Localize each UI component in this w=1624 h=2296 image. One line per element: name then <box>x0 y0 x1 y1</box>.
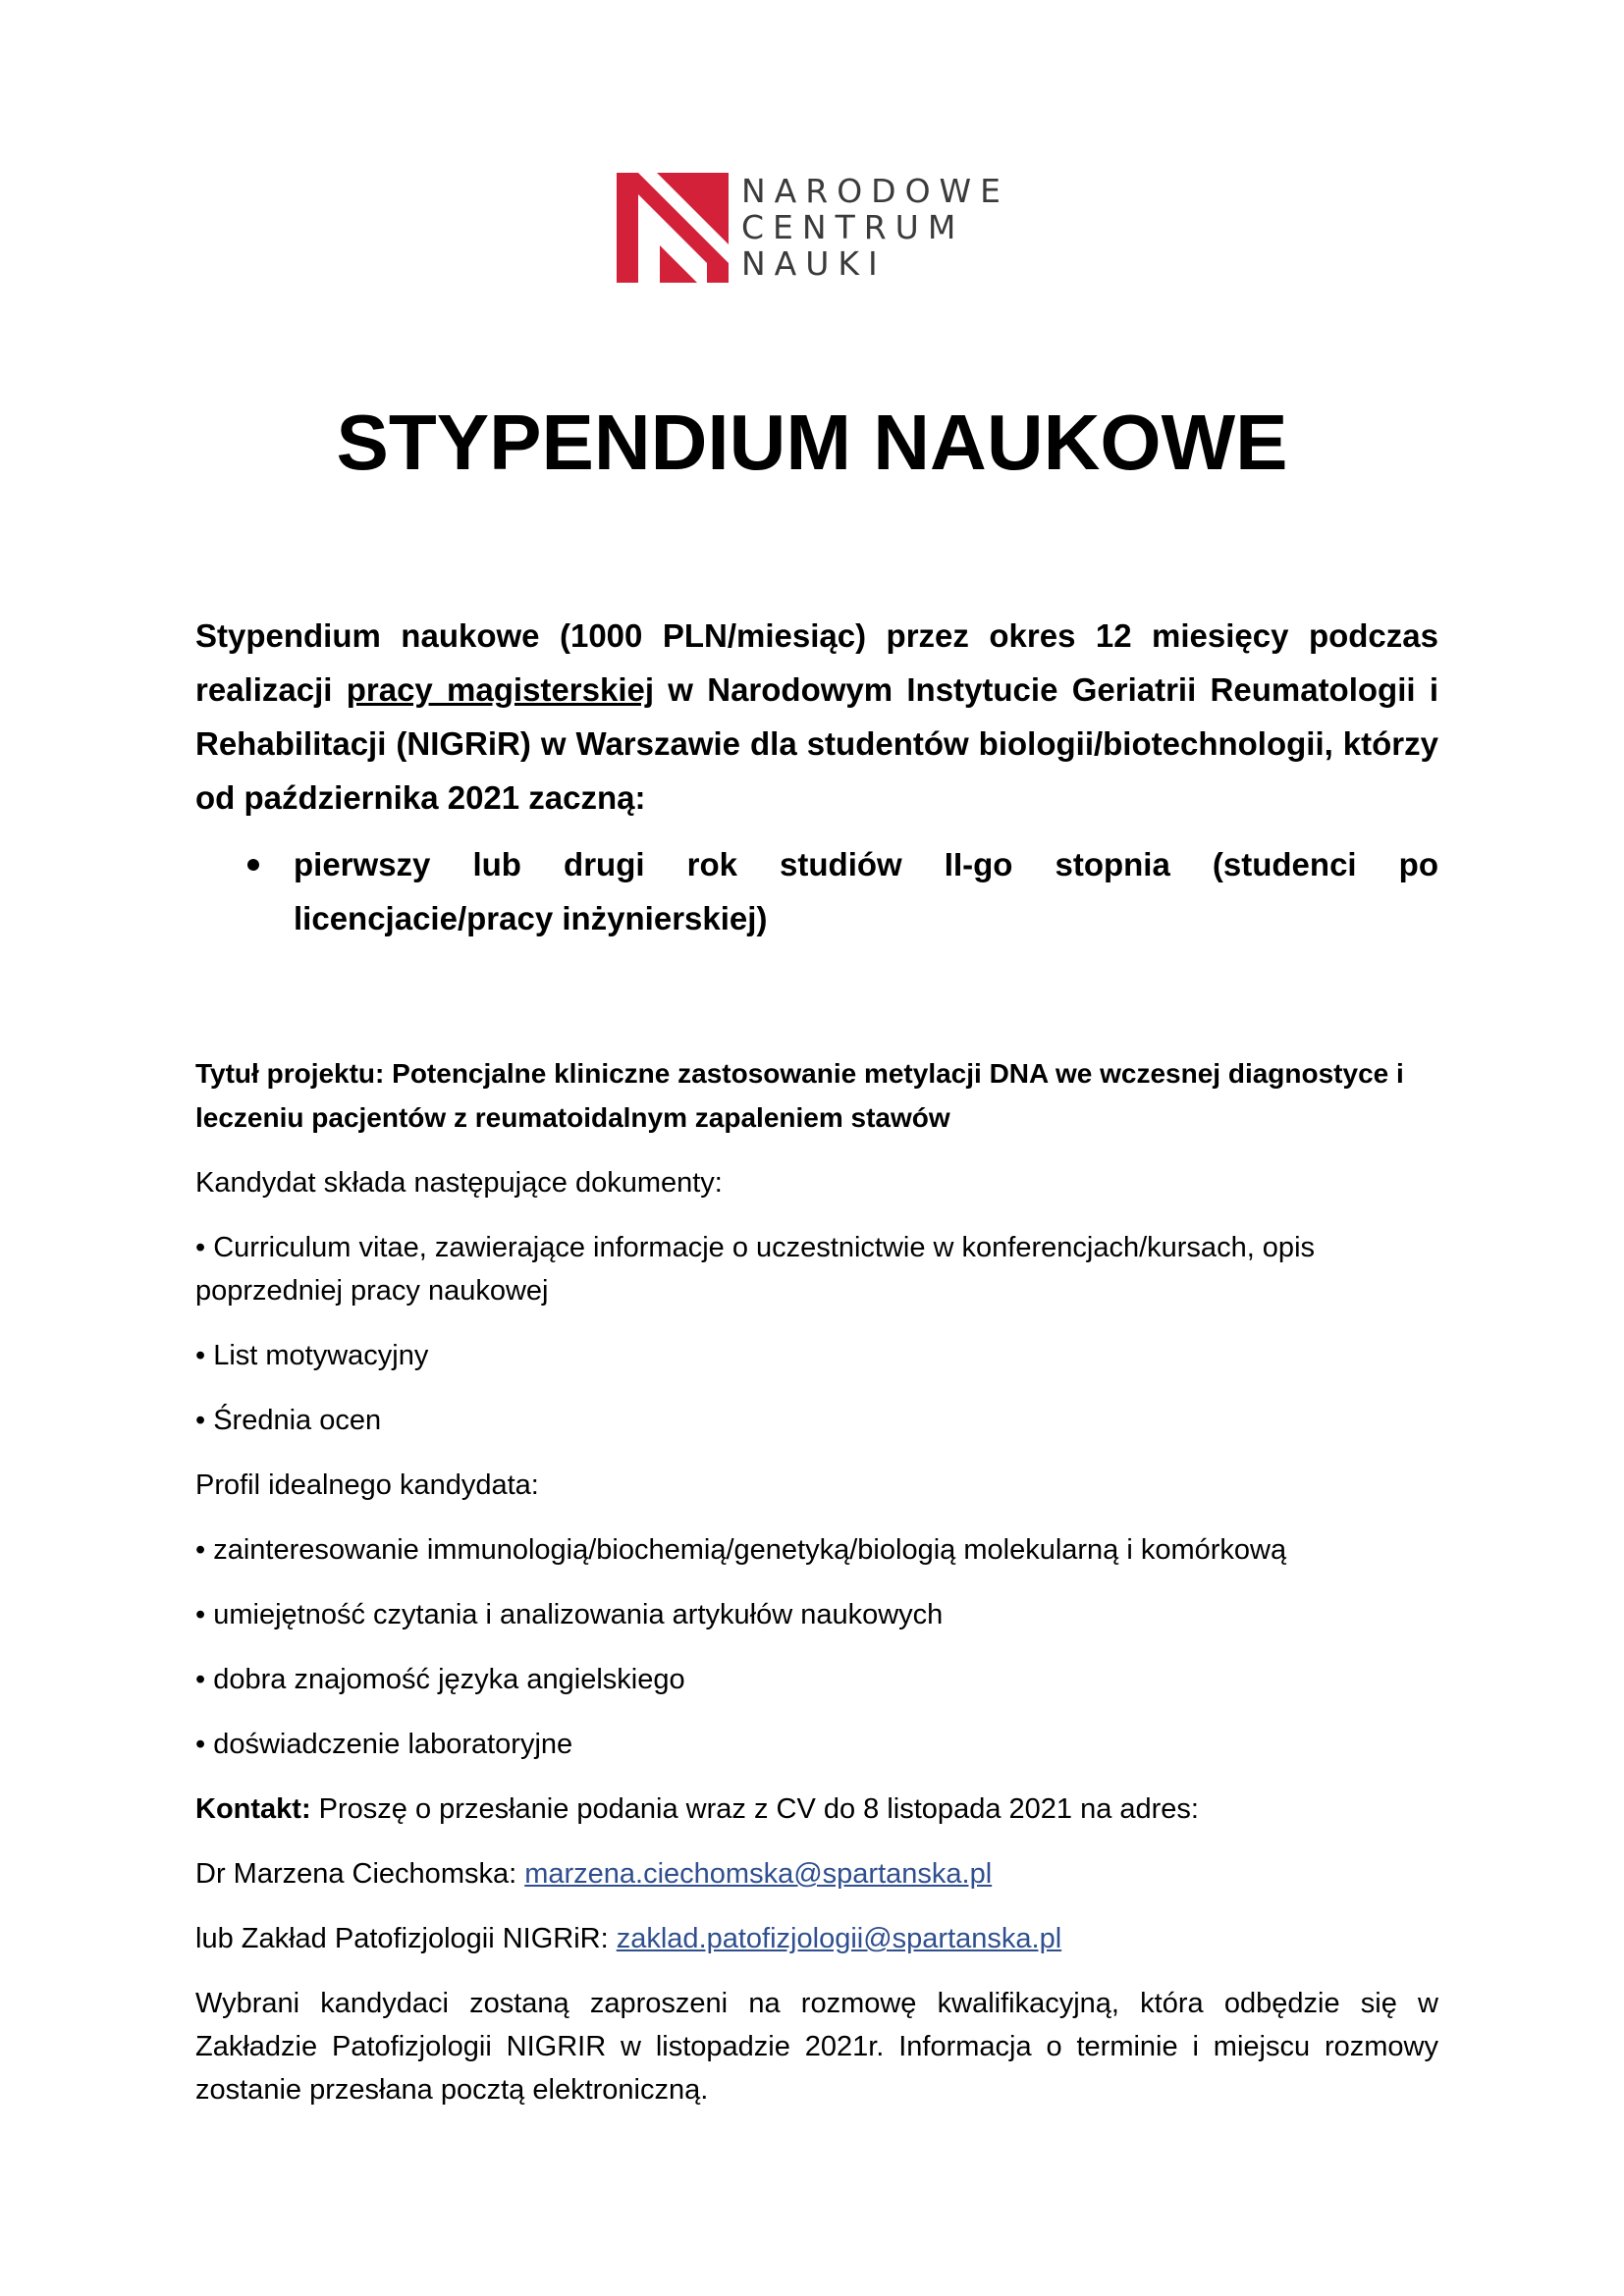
logo-line-1: NARODOWE <box>741 172 1010 210</box>
documents-heading: Kandydat składa następujące dokumenty: <box>195 1167 723 1199</box>
document-body <box>195 609 1438 2111</box>
intro-paragraph <box>195 609 1438 825</box>
logo-wordmark <box>741 173 1009 282</box>
documents-item-cv: • Curriculum vitae, zawierające informacje o uczestnictwie w konferencjach/kursach, opis poprzedniej pracy naukowej <box>195 1232 1316 1307</box>
project-title: Tytuł projektu: Potencjalne kliniczne zastosowanie metylacji DNA we wczesnej diagnostyce i leczeniu pacjentów z reumatoidalnym zapaleniem stawów <box>195 1058 1404 1133</box>
contact-line <box>195 1788 1438 1831</box>
contact-label: Kontakt: <box>195 1793 311 1825</box>
contact-text: Proszę o przesłanie podania wraz z CV do 8 listopada 2021 na adres: <box>310 1793 1199 1825</box>
intro-text-2: w Narodowym Instytucie Geriatrii Reumatologii i Rehabilitacji (NIGRiR) w Warszawie dla studentów biologii/biotechnologii, którzy od października 2021 zaczną: <box>195 671 1438 816</box>
logo-line-2: CENTRUM <box>741 208 965 246</box>
contact-department <box>195 1917 1438 1960</box>
documents-item-grades: • Średnia ocen <box>195 1405 382 1436</box>
ncn-logo-icon <box>617 173 729 283</box>
profile-item-interests: • zainteresowanie immunologią/biochemią/genetyką/biologią molekularną i komórkową <box>195 1534 1287 1566</box>
logo-line-3: NAUKI <box>741 244 887 283</box>
intro-text-1: Stypendium naukowe (1000 PLN/miesiąc) przez okres 12 miesięcy podczas realizacji <box>195 617 1438 708</box>
intro-bullet-list <box>195 837 1438 945</box>
profile-item-lab: • doświadczenie laboratoryjne <box>195 1729 573 1760</box>
contact-person-prefix: Dr Marzena Ciechomska: <box>195 1858 525 1890</box>
ncn-logo <box>617 173 1029 287</box>
page-title: STYPENDIUM NAUKOWE <box>336 399 1288 486</box>
contact-person-email-link[interactable]: marzena.ciechomska@spartanska.pl <box>524 1858 993 1890</box>
final-note: Wybrani kandydaci zostaną zaproszeni na rozmowę kwalifikacyjną, która odbędzie się w Zakładzie Patofizjologii NIGRIR w listopadzie 2021r. Informacja o terminie i miejscu rozmowy zostanie przesłana pocztą elektroniczną. <box>195 1988 1438 2106</box>
contact-dept-prefix: lub Zakład Patofizjologii NIGRiR: <box>195 1923 617 1954</box>
profile-item-english: • dobra znajomość języka angielskiego <box>195 1664 685 1695</box>
contact-person <box>195 1852 1438 1896</box>
intro-underlined: pracy magisterskiej <box>346 671 655 708</box>
contact-dept-email-link[interactable]: zaklad.patofizjologii@spartanska.pl <box>616 1923 1062 1954</box>
documents-item-letter: • List motywacyjny <box>195 1340 429 1371</box>
intro-bullet-item: pierwszy lub drugi rok studiów II-go stopnia (studenci po licencjacie/pracy inżynierskiej) <box>294 837 1438 945</box>
profile-item-reading: • umiejętność czytania i analizowania artykułów naukowych <box>195 1599 944 1630</box>
profile-heading: Profil idealnego kandydata: <box>195 1469 539 1501</box>
